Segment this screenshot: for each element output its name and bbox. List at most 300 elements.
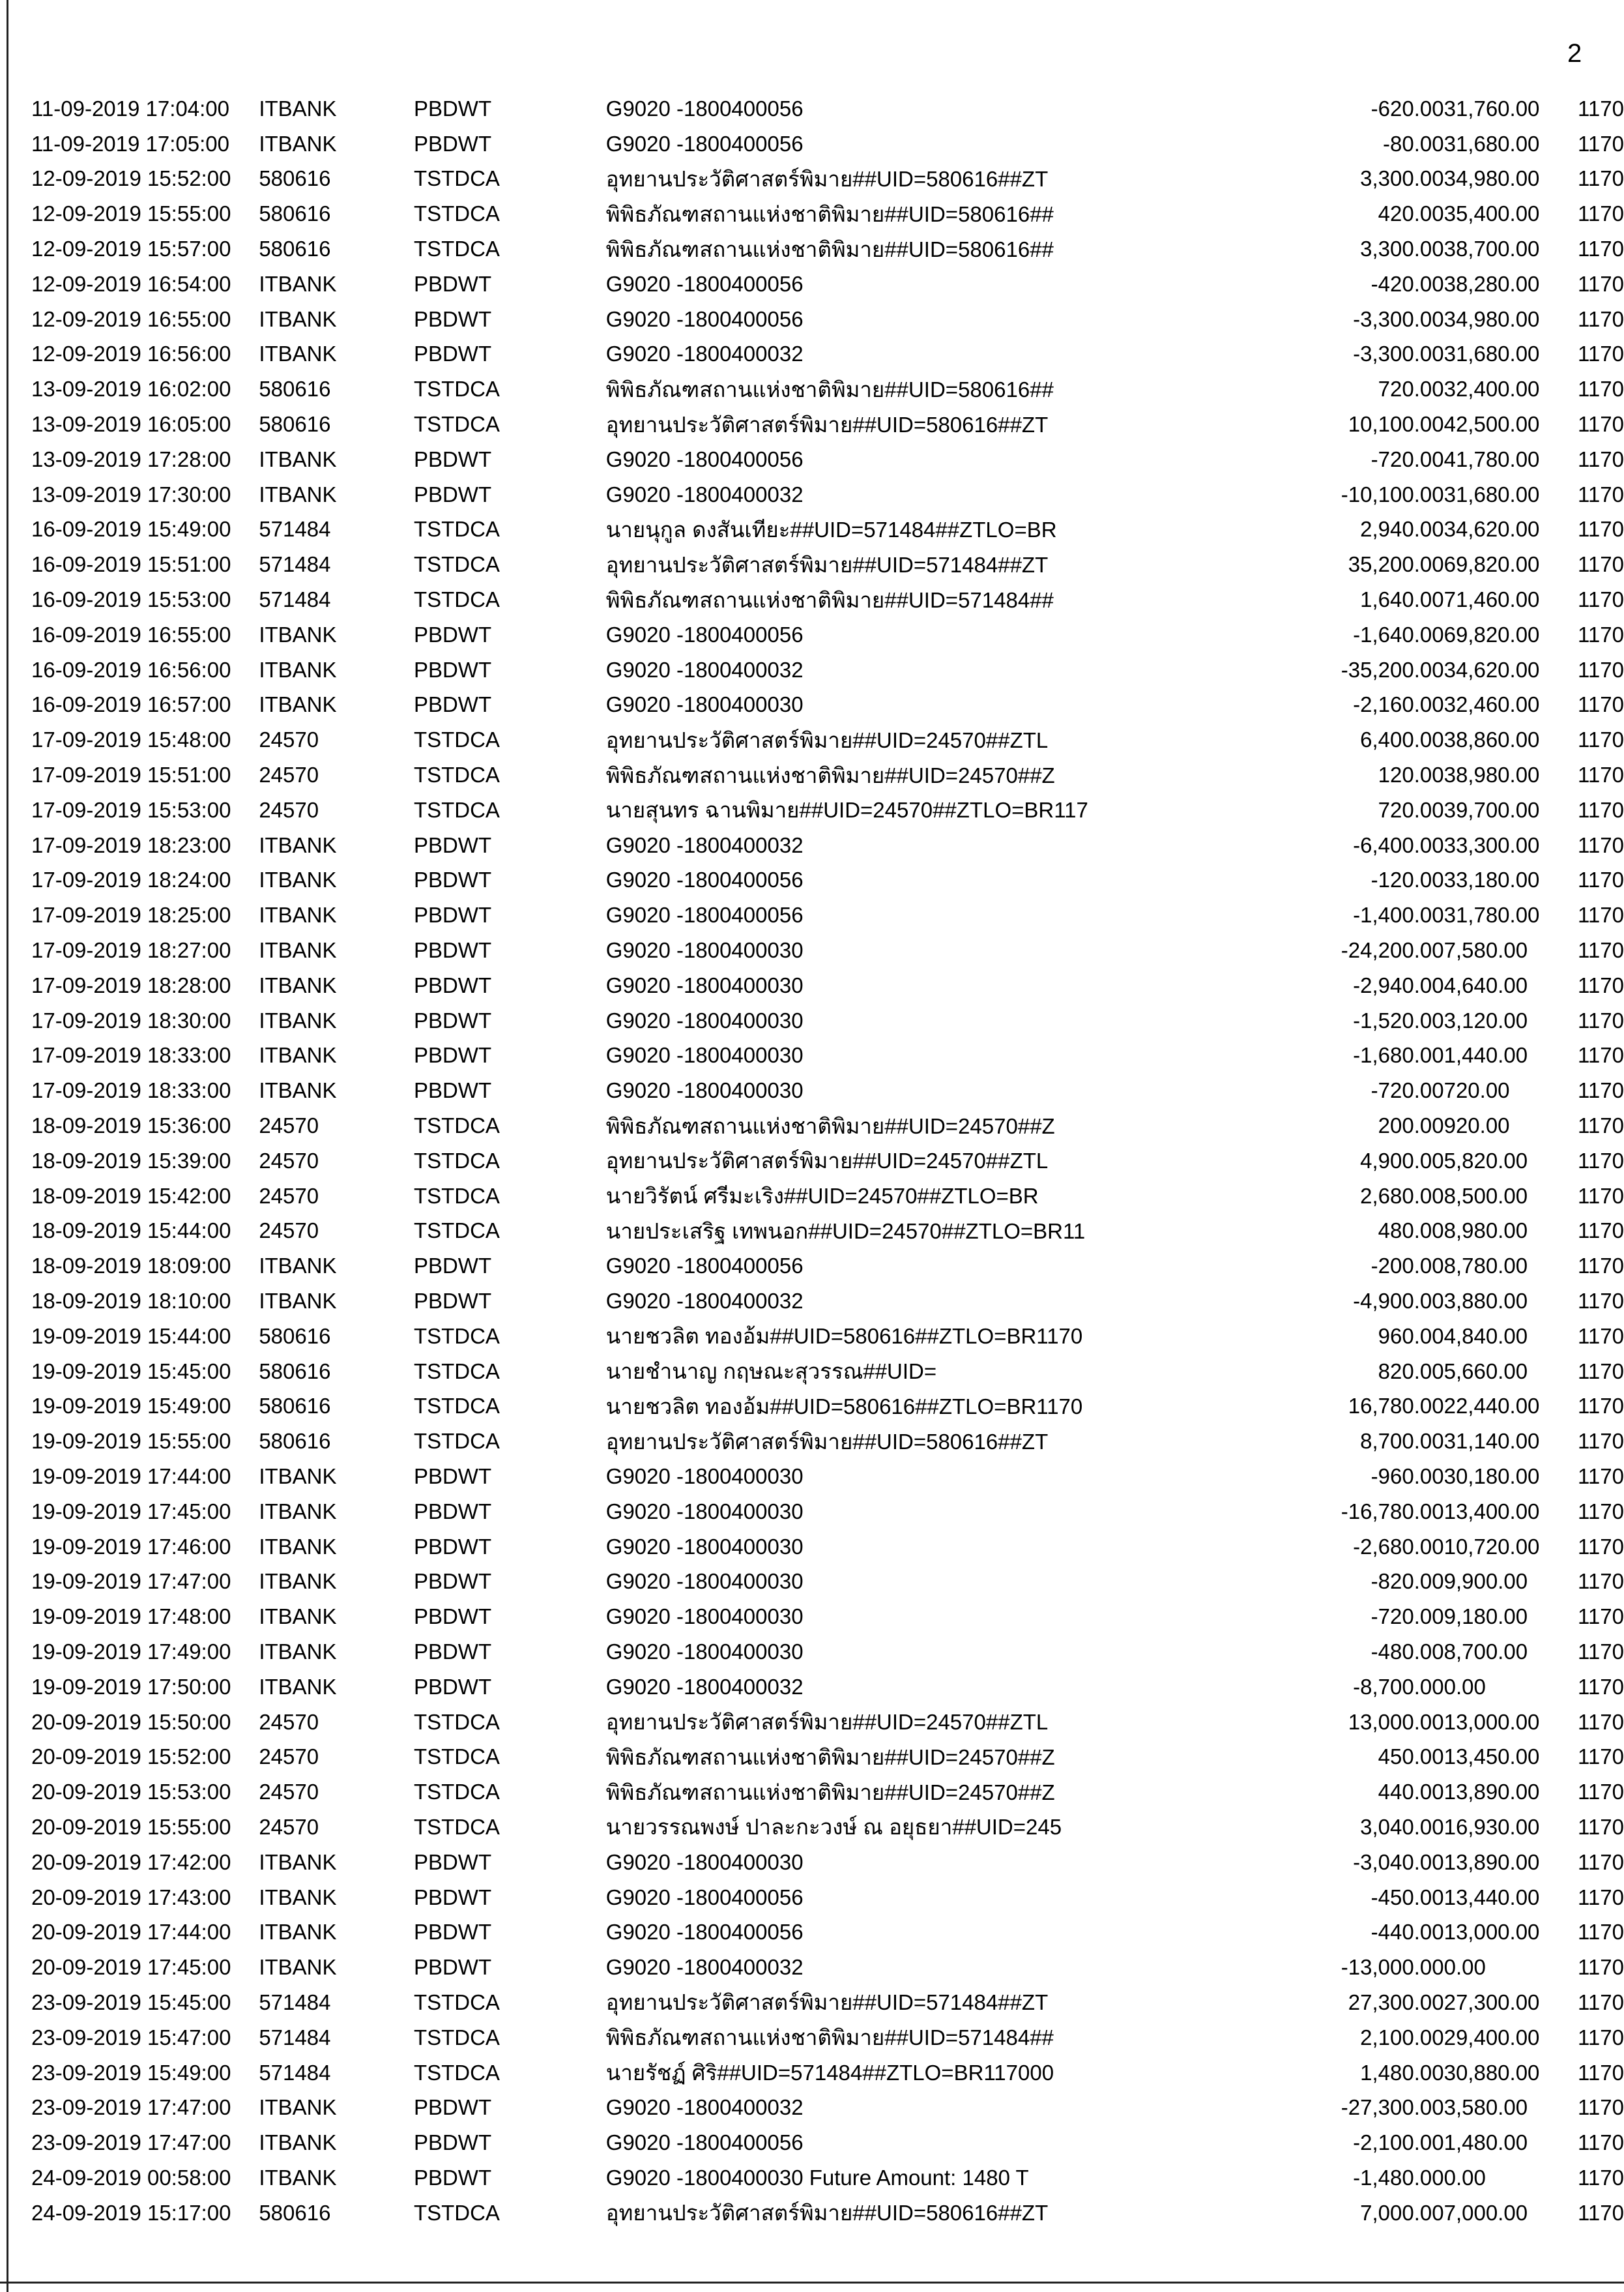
datetime-cell: 18-09-2019 18:10:00 xyxy=(31,1288,231,1313)
datetime-cell: 17-09-2019 18:28:00 xyxy=(31,973,231,997)
amount-cell: -2,680.00 xyxy=(1353,1534,1444,1559)
table-row xyxy=(31,1003,1624,1038)
transaction-code-cell: TSTDCA xyxy=(413,237,500,261)
amount-cell: -6,400.00 xyxy=(1353,832,1444,857)
balance-cell: 8,700.00 xyxy=(1443,1639,1528,1664)
description-cell: G9020 -1800400030 xyxy=(605,1499,804,1523)
table-row xyxy=(31,1564,1624,1599)
balance-cell: 0.00 xyxy=(1443,1674,1486,1699)
branch-cell: 1170 xyxy=(1578,622,1624,647)
table-row xyxy=(31,933,1624,968)
branch-cell: 1170 xyxy=(1578,1920,1624,1945)
transaction-code-cell: PBDWT xyxy=(413,1254,492,1278)
source-cell: ITBANK xyxy=(259,657,337,682)
branch-cell: 1170 xyxy=(1578,237,1624,261)
branch-cell: 1170 xyxy=(1578,342,1624,366)
transaction-code-cell: TSTDCA xyxy=(413,587,500,612)
datetime-cell: 16-09-2019 15:49:00 xyxy=(31,517,231,542)
datetime-cell: 13-09-2019 16:02:00 xyxy=(31,377,231,402)
transaction-code-cell: PBDWT xyxy=(413,2130,492,2155)
source-cell: ITBANK xyxy=(259,1288,337,1313)
page-number: 2 xyxy=(1567,39,1582,68)
amount-cell: 720.00 xyxy=(1378,797,1444,822)
source-cell: ITBANK xyxy=(259,342,337,366)
amount-cell: 3,300.00 xyxy=(1360,237,1444,261)
table-row xyxy=(31,126,1624,162)
source-cell: 24570 xyxy=(259,1709,319,1734)
description-cell: พิพิธภัณฑสถานแห่งชาติพิมาย##UID=571484## xyxy=(605,2025,1054,2050)
transaction-code-cell: PBDWT xyxy=(413,868,492,892)
amount-cell: -24,200.00 xyxy=(1341,938,1444,963)
source-cell: 571484 xyxy=(259,2060,331,2085)
transaction-code-cell: TSTDCA xyxy=(413,1113,500,1138)
branch-cell: 1170 xyxy=(1578,763,1624,787)
balance-cell: 5,820.00 xyxy=(1443,1148,1528,1173)
balance-cell: 38,700.00 xyxy=(1443,237,1540,261)
amount-cell: -820.00 xyxy=(1370,1569,1444,1594)
table-row xyxy=(31,1248,1624,1284)
description-cell: พิพิธภัณฑสถานแห่งชาติพิมาย##UID=24570##Z xyxy=(605,1744,1055,1769)
amount-cell: -3,300.00 xyxy=(1353,306,1444,331)
source-cell: ITBANK xyxy=(259,1885,337,1909)
transaction-code-cell: PBDWT xyxy=(413,1569,492,1594)
table-row xyxy=(31,1143,1624,1179)
table-row xyxy=(31,442,1624,477)
source-cell: ITBANK xyxy=(259,1254,337,1278)
branch-cell: 1170 xyxy=(1578,1990,1624,2014)
branch-cell: 1170 xyxy=(1578,938,1624,963)
description-cell: G9020 -1800400030 xyxy=(605,1008,804,1033)
transaction-code-cell: TSTDCA xyxy=(413,2060,500,2085)
description-cell: G9020 -1800400056 xyxy=(605,1885,804,1909)
amount-cell: -120.00 xyxy=(1370,868,1444,892)
table-row xyxy=(31,1319,1624,1354)
table-row xyxy=(31,477,1624,512)
transaction-code-cell: PBDWT xyxy=(413,1885,492,1909)
branch-cell: 1170 xyxy=(1578,201,1624,226)
branch-cell: 1170 xyxy=(1578,271,1624,296)
source-cell: 24570 xyxy=(259,797,319,822)
source-cell: 24570 xyxy=(259,1113,319,1138)
balance-cell: 10,720.00 xyxy=(1443,1534,1540,1559)
branch-cell: 1170 xyxy=(1578,1849,1624,1874)
balance-cell: 7,000.00 xyxy=(1443,2200,1528,2225)
table-row xyxy=(31,162,1624,197)
branch-cell: 1170 xyxy=(1578,1744,1624,1769)
table-row xyxy=(31,196,1624,231)
balance-cell: 29,400.00 xyxy=(1443,2025,1540,2050)
transaction-code-cell: PBDWT xyxy=(413,903,492,928)
branch-cell: 1170 xyxy=(1578,2200,1624,2225)
balance-cell: 720.00 xyxy=(1443,1078,1510,1103)
description-cell: นายชำนาญ กฤษณะสุวรรณ##UID= xyxy=(605,1359,937,1384)
balance-cell: 31,760.00 xyxy=(1443,96,1540,121)
transaction-code-cell: TSTDCA xyxy=(413,1359,500,1383)
description-cell: นายวรรณพงษ์ ปาละกะวงษ์ ณ อยุธยา##UID=245 xyxy=(605,1815,1062,1840)
amount-cell: -10,100.00 xyxy=(1341,482,1444,507)
table-row xyxy=(31,757,1624,793)
branch-cell: 1170 xyxy=(1578,2165,1624,2190)
description-cell: G9020 -1800400056 xyxy=(605,903,804,928)
balance-cell: 30,180.00 xyxy=(1443,1463,1540,1488)
source-cell: 24570 xyxy=(259,763,319,787)
balance-cell: 38,280.00 xyxy=(1443,271,1540,296)
description-cell: นายนุกูล ดงสันเทียะ##UID=571484##ZTLO=BR xyxy=(605,517,1057,542)
source-cell: 580616 xyxy=(259,1359,331,1383)
table-row xyxy=(31,1424,1624,1459)
branch-cell: 1170 xyxy=(1578,657,1624,682)
description-cell: อุทยานประวัติศาสตร์พิมาย##UID=24570##ZTL xyxy=(605,727,1049,752)
balance-cell: 13,000.00 xyxy=(1443,1920,1540,1945)
transaction-code-cell: PBDWT xyxy=(413,96,492,121)
amount-cell: -1,520.00 xyxy=(1353,1008,1444,1033)
table-row xyxy=(31,793,1624,828)
balance-cell: 9,180.00 xyxy=(1443,1604,1528,1629)
datetime-cell: 20-09-2019 15:53:00 xyxy=(31,1780,231,1804)
branch-cell: 1170 xyxy=(1578,1359,1624,1383)
amount-cell: -16,780.00 xyxy=(1341,1499,1444,1523)
branch-cell: 1170 xyxy=(1578,131,1624,156)
datetime-cell: 12-09-2019 15:57:00 xyxy=(31,237,231,261)
branch-cell: 1170 xyxy=(1578,1323,1624,1348)
amount-cell: 3,300.00 xyxy=(1360,166,1444,191)
source-cell: ITBANK xyxy=(259,1849,337,1874)
source-cell: ITBANK xyxy=(259,1534,337,1559)
table-row xyxy=(31,337,1624,372)
table-row xyxy=(31,1599,1624,1634)
source-cell: ITBANK xyxy=(259,622,337,647)
description-cell: G9020 -1800400032 xyxy=(605,1955,804,1980)
description-cell: อุทยานประวัติศาสตร์พิมาย##UID=24570##ZTL xyxy=(605,1149,1049,1173)
description-cell: G9020 -1800400056 xyxy=(605,622,804,647)
description-cell: อุทยานประวัติศาสตร์พิมาย##UID=571484##ZT xyxy=(605,552,1049,577)
datetime-cell: 20-09-2019 17:42:00 xyxy=(31,1849,231,1874)
amount-cell: -420.00 xyxy=(1370,271,1444,296)
datetime-cell: 19-09-2019 17:47:00 xyxy=(31,1569,231,1594)
balance-cell: 13,400.00 xyxy=(1443,1499,1540,1523)
branch-cell: 1170 xyxy=(1578,96,1624,121)
amount-cell: 2,940.00 xyxy=(1360,517,1444,542)
balance-cell: 38,860.00 xyxy=(1443,727,1540,752)
table-row xyxy=(31,1108,1624,1143)
balance-cell: 38,980.00 xyxy=(1443,763,1540,787)
description-cell: G9020 -1800400056 xyxy=(605,131,804,156)
source-cell: 580616 xyxy=(259,1323,331,1348)
branch-cell: 1170 xyxy=(1578,2130,1624,2155)
balance-cell: 39,700.00 xyxy=(1443,797,1540,822)
source-cell: ITBANK xyxy=(259,973,337,997)
description-cell: G9020 -1800400030 xyxy=(605,973,804,997)
description-cell: G9020 -1800400032 xyxy=(605,832,804,857)
datetime-cell: 18-09-2019 18:09:00 xyxy=(31,1254,231,1278)
transaction-code-cell: PBDWT xyxy=(413,447,492,471)
transaction-code-cell: PBDWT xyxy=(413,657,492,682)
datetime-cell: 20-09-2019 15:50:00 xyxy=(31,1709,231,1734)
datetime-cell: 23-09-2019 15:49:00 xyxy=(31,2060,231,2085)
description-cell: พิพิธภัณฑสถานแห่งชาติพิมาย##UID=24570##Z xyxy=(605,1780,1055,1804)
balance-cell: 3,580.00 xyxy=(1443,2095,1528,2120)
source-cell: ITBANK xyxy=(259,1043,337,1068)
balance-cell: 8,980.00 xyxy=(1443,1218,1528,1243)
balance-cell: 13,890.00 xyxy=(1443,1780,1540,1804)
datetime-cell: 24-09-2019 15:17:00 xyxy=(31,2200,231,2225)
table-row xyxy=(31,688,1624,723)
description-cell: G9020 -1800400056 xyxy=(605,447,804,471)
balance-cell: 13,000.00 xyxy=(1443,1709,1540,1734)
description-cell: G9020 -1800400030 xyxy=(605,1043,804,1068)
transaction-code-cell: PBDWT xyxy=(413,342,492,366)
transaction-code-cell: TSTDCA xyxy=(413,1148,500,1173)
source-cell: ITBANK xyxy=(259,2095,337,2120)
balance-cell: 13,450.00 xyxy=(1443,1744,1540,1769)
amount-cell: 16,780.00 xyxy=(1348,1394,1444,1418)
description-cell: พิพิธภัณฑสถานแห่งชาติพิมาย##UID=580616## xyxy=(605,237,1054,261)
amount-cell: 8,700.00 xyxy=(1360,1429,1444,1454)
datetime-cell: 11-09-2019 17:04:00 xyxy=(31,96,229,121)
branch-cell: 1170 xyxy=(1578,832,1624,857)
transaction-code-cell: TSTDCA xyxy=(413,2200,500,2225)
balance-cell: 22,440.00 xyxy=(1443,1394,1540,1418)
transaction-code-cell: TSTDCA xyxy=(413,1183,500,1208)
balance-cell: 31,140.00 xyxy=(1443,1429,1540,1454)
branch-cell: 1170 xyxy=(1578,1288,1624,1313)
transaction-code-cell: PBDWT xyxy=(413,482,492,507)
table-row xyxy=(31,1705,1624,1740)
balance-cell: 31,680.00 xyxy=(1443,482,1540,507)
table-row xyxy=(31,91,1624,126)
amount-cell: 10,100.00 xyxy=(1348,412,1444,437)
source-cell: ITBANK xyxy=(259,131,337,156)
transaction-code-cell: TSTDCA xyxy=(413,1218,500,1243)
table-row xyxy=(31,1073,1624,1108)
table-row xyxy=(31,1985,1624,2020)
balance-cell: 34,620.00 xyxy=(1443,517,1540,542)
source-cell: 24570 xyxy=(259,1218,319,1243)
balance-cell: 33,300.00 xyxy=(1443,832,1540,857)
source-cell: ITBANK xyxy=(259,1604,337,1629)
description-cell: พิพิธภัณฑสถานแห่งชาติพิมาย##UID=580616## xyxy=(605,201,1054,226)
branch-cell: 1170 xyxy=(1578,1639,1624,1664)
balance-cell: 3,120.00 xyxy=(1443,1008,1528,1033)
transaction-code-cell: PBDWT xyxy=(413,692,492,717)
datetime-cell: 17-09-2019 15:53:00 xyxy=(31,797,231,822)
table-row xyxy=(31,653,1624,688)
balance-cell: 1,480.00 xyxy=(1443,2130,1528,2155)
transaction-code-cell: PBDWT xyxy=(413,1674,492,1699)
amount-cell: 120.00 xyxy=(1378,763,1444,787)
balance-cell: 8,780.00 xyxy=(1443,1254,1528,1278)
transaction-code-cell: PBDWT xyxy=(413,1849,492,1874)
table-row xyxy=(31,898,1624,933)
description-cell: G9020 -1800400030 xyxy=(605,1078,804,1103)
amount-cell: -13,000.00 xyxy=(1341,1955,1444,1980)
branch-cell: 1170 xyxy=(1578,973,1624,997)
transaction-table-body xyxy=(31,91,1624,2231)
transaction-code-cell: TSTDCA xyxy=(413,377,500,402)
branch-cell: 1170 xyxy=(1578,1499,1624,1523)
amount-cell: -720.00 xyxy=(1370,447,1444,471)
balance-cell: 1,440.00 xyxy=(1443,1043,1528,1068)
transaction-code-cell: PBDWT xyxy=(413,131,492,156)
branch-cell: 1170 xyxy=(1578,482,1624,507)
datetime-cell: 18-09-2019 15:44:00 xyxy=(31,1218,231,1243)
source-cell: 580616 xyxy=(259,2200,331,2225)
description-cell: พิพิธภัณฑสถานแห่งชาติพิมาย##UID=24570##Z xyxy=(605,763,1055,787)
table-row xyxy=(31,863,1624,898)
description-cell: G9020 -1800400056 xyxy=(605,1254,804,1278)
amount-cell: -200.00 xyxy=(1370,1254,1444,1278)
transaction-table xyxy=(31,91,1624,2231)
datetime-cell: 17-09-2019 18:24:00 xyxy=(31,868,231,892)
branch-cell: 1170 xyxy=(1578,2025,1624,2050)
table-row xyxy=(31,1529,1624,1565)
datetime-cell: 12-09-2019 16:56:00 xyxy=(31,342,231,366)
source-cell: 24570 xyxy=(259,1744,319,1769)
table-row xyxy=(31,1494,1624,1529)
source-cell: ITBANK xyxy=(259,2165,337,2190)
source-cell: ITBANK xyxy=(259,1920,337,1945)
datetime-cell: 18-09-2019 15:42:00 xyxy=(31,1183,231,1208)
amount-cell: 13,000.00 xyxy=(1348,1709,1444,1734)
balance-cell: 8,500.00 xyxy=(1443,1183,1528,1208)
table-row xyxy=(31,1354,1624,1389)
source-cell: 24570 xyxy=(259,1780,319,1804)
balance-cell: 7,580.00 xyxy=(1443,938,1528,963)
source-cell: 571484 xyxy=(259,2025,331,2050)
amount-cell: -2,160.00 xyxy=(1353,692,1444,717)
source-cell: 571484 xyxy=(259,517,331,542)
source-cell: ITBANK xyxy=(259,1008,337,1033)
description-cell: อุทยานประวัติศาสตร์พิมาย##UID=571484##ZT xyxy=(605,1990,1049,2015)
table-row xyxy=(31,617,1624,653)
table-row xyxy=(31,968,1624,1003)
table-row xyxy=(31,582,1624,617)
branch-cell: 1170 xyxy=(1578,868,1624,892)
description-cell: G9020 -1800400032 xyxy=(605,657,804,682)
source-cell: 24570 xyxy=(259,1183,319,1208)
source-cell: ITBANK xyxy=(259,868,337,892)
balance-cell: 920.00 xyxy=(1443,1113,1510,1138)
datetime-cell: 18-09-2019 15:39:00 xyxy=(31,1148,231,1173)
table-row xyxy=(31,1669,1624,1705)
amount-cell: 440.00 xyxy=(1378,1780,1444,1804)
branch-cell: 1170 xyxy=(1578,552,1624,577)
description-cell: G9020 -1800400030 xyxy=(605,1534,804,1559)
amount-cell: -960.00 xyxy=(1370,1463,1444,1488)
transaction-code-cell: PBDWT xyxy=(413,1008,492,1033)
balance-cell: 31,680.00 xyxy=(1443,131,1540,156)
amount-cell: 820.00 xyxy=(1378,1359,1444,1383)
source-cell: ITBANK xyxy=(259,306,337,331)
transaction-code-cell: PBDWT xyxy=(413,1043,492,1068)
table-row xyxy=(31,2160,1624,2196)
amount-cell: -1,640.00 xyxy=(1353,622,1444,647)
datetime-cell: 19-09-2019 17:45:00 xyxy=(31,1499,231,1523)
source-cell: ITBANK xyxy=(259,2130,337,2155)
branch-cell: 1170 xyxy=(1578,1254,1624,1278)
datetime-cell: 12-09-2019 15:52:00 xyxy=(31,166,231,191)
description-cell: G9020 -1800400030 xyxy=(605,1569,804,1594)
source-cell: ITBANK xyxy=(259,1499,337,1523)
table-row xyxy=(31,1284,1624,1319)
datetime-cell: 20-09-2019 17:43:00 xyxy=(31,1885,231,1909)
source-cell: ITBANK xyxy=(259,482,337,507)
table-row xyxy=(31,267,1624,302)
source-cell: ITBANK xyxy=(259,1955,337,1980)
transaction-code-cell: PBDWT xyxy=(413,938,492,963)
description-cell: G9020 -1800400032 xyxy=(605,1674,804,1699)
amount-cell: 3,040.00 xyxy=(1360,1814,1444,1839)
branch-cell: 1170 xyxy=(1578,797,1624,822)
source-cell: 24570 xyxy=(259,727,319,752)
datetime-cell: 19-09-2019 15:55:00 xyxy=(31,1429,231,1454)
amount-cell: -720.00 xyxy=(1370,1604,1444,1629)
datetime-cell: 17-09-2019 15:48:00 xyxy=(31,727,231,752)
table-row xyxy=(31,1038,1624,1074)
datetime-cell: 12-09-2019 16:54:00 xyxy=(31,271,231,296)
balance-cell: 3,880.00 xyxy=(1443,1288,1528,1313)
description-cell: G9020 -1800400030 xyxy=(605,692,804,717)
source-cell: ITBANK xyxy=(259,692,337,717)
transaction-code-cell: PBDWT xyxy=(413,622,492,647)
description-cell: นายประเสริฐ เทพนอก##UID=24570##ZTLO=BR11 xyxy=(605,1218,1086,1243)
description-cell: G9020 -1800400056 xyxy=(605,2130,804,2155)
description-cell: G9020 -1800400056 xyxy=(605,271,804,296)
datetime-cell: 19-09-2019 17:49:00 xyxy=(31,1639,231,1664)
datetime-cell: 23-09-2019 15:47:00 xyxy=(31,2025,231,2050)
branch-cell: 1170 xyxy=(1578,1885,1624,1909)
transaction-code-cell: TSTDCA xyxy=(413,1709,500,1734)
datetime-cell: 20-09-2019 15:52:00 xyxy=(31,1744,231,1769)
amount-cell: -720.00 xyxy=(1370,1078,1444,1103)
datetime-cell: 16-09-2019 15:53:00 xyxy=(31,587,231,612)
amount-cell: -8,700.00 xyxy=(1353,1674,1444,1699)
source-cell: 571484 xyxy=(259,1990,331,2014)
table-row xyxy=(31,1179,1624,1214)
balance-cell: 16,930.00 xyxy=(1443,1814,1540,1839)
description-cell: พิพิธภัณฑสถานแห่งชาติพิมาย##UID=571484## xyxy=(605,587,1054,612)
description-cell: นายชวลิต ทองอ้ม##UID=580616##ZTLO=BR1170 xyxy=(605,1324,1083,1349)
balance-cell: 42,500.00 xyxy=(1443,412,1540,437)
datetime-cell: 17-09-2019 18:25:00 xyxy=(31,903,231,928)
transaction-code-cell: PBDWT xyxy=(413,1534,492,1559)
branch-cell: 1170 xyxy=(1578,1604,1624,1629)
transaction-code-cell: PBDWT xyxy=(413,271,492,296)
amount-cell: -2,100.00 xyxy=(1353,2130,1444,2155)
balance-cell: 13,890.00 xyxy=(1443,1849,1540,1874)
transaction-code-cell: PBDWT xyxy=(413,306,492,331)
transaction-code-cell: PBDWT xyxy=(413,1078,492,1103)
branch-cell: 1170 xyxy=(1578,306,1624,331)
amount-cell: 2,100.00 xyxy=(1360,2025,1444,2050)
source-cell: ITBANK xyxy=(259,1078,337,1103)
source-cell: 580616 xyxy=(259,377,331,402)
transaction-code-cell: TSTDCA xyxy=(413,727,500,752)
balance-cell: 0.00 xyxy=(1443,1955,1486,1980)
description-cell: G9020 -1800400056 xyxy=(605,1920,804,1945)
transaction-code-cell: PBDWT xyxy=(413,1639,492,1664)
table-row xyxy=(31,1845,1624,1880)
source-cell: 580616 xyxy=(259,166,331,191)
transaction-code-cell: TSTDCA xyxy=(413,1394,500,1418)
description-cell: G9020 -1800400032 xyxy=(605,342,804,366)
table-row xyxy=(31,1774,1624,1810)
source-cell: ITBANK xyxy=(259,903,337,928)
amount-cell: 720.00 xyxy=(1378,377,1444,402)
datetime-cell: 12-09-2019 15:55:00 xyxy=(31,201,231,226)
amount-cell: -27,300.00 xyxy=(1341,2095,1444,2120)
datetime-cell: 16-09-2019 15:51:00 xyxy=(31,552,231,577)
